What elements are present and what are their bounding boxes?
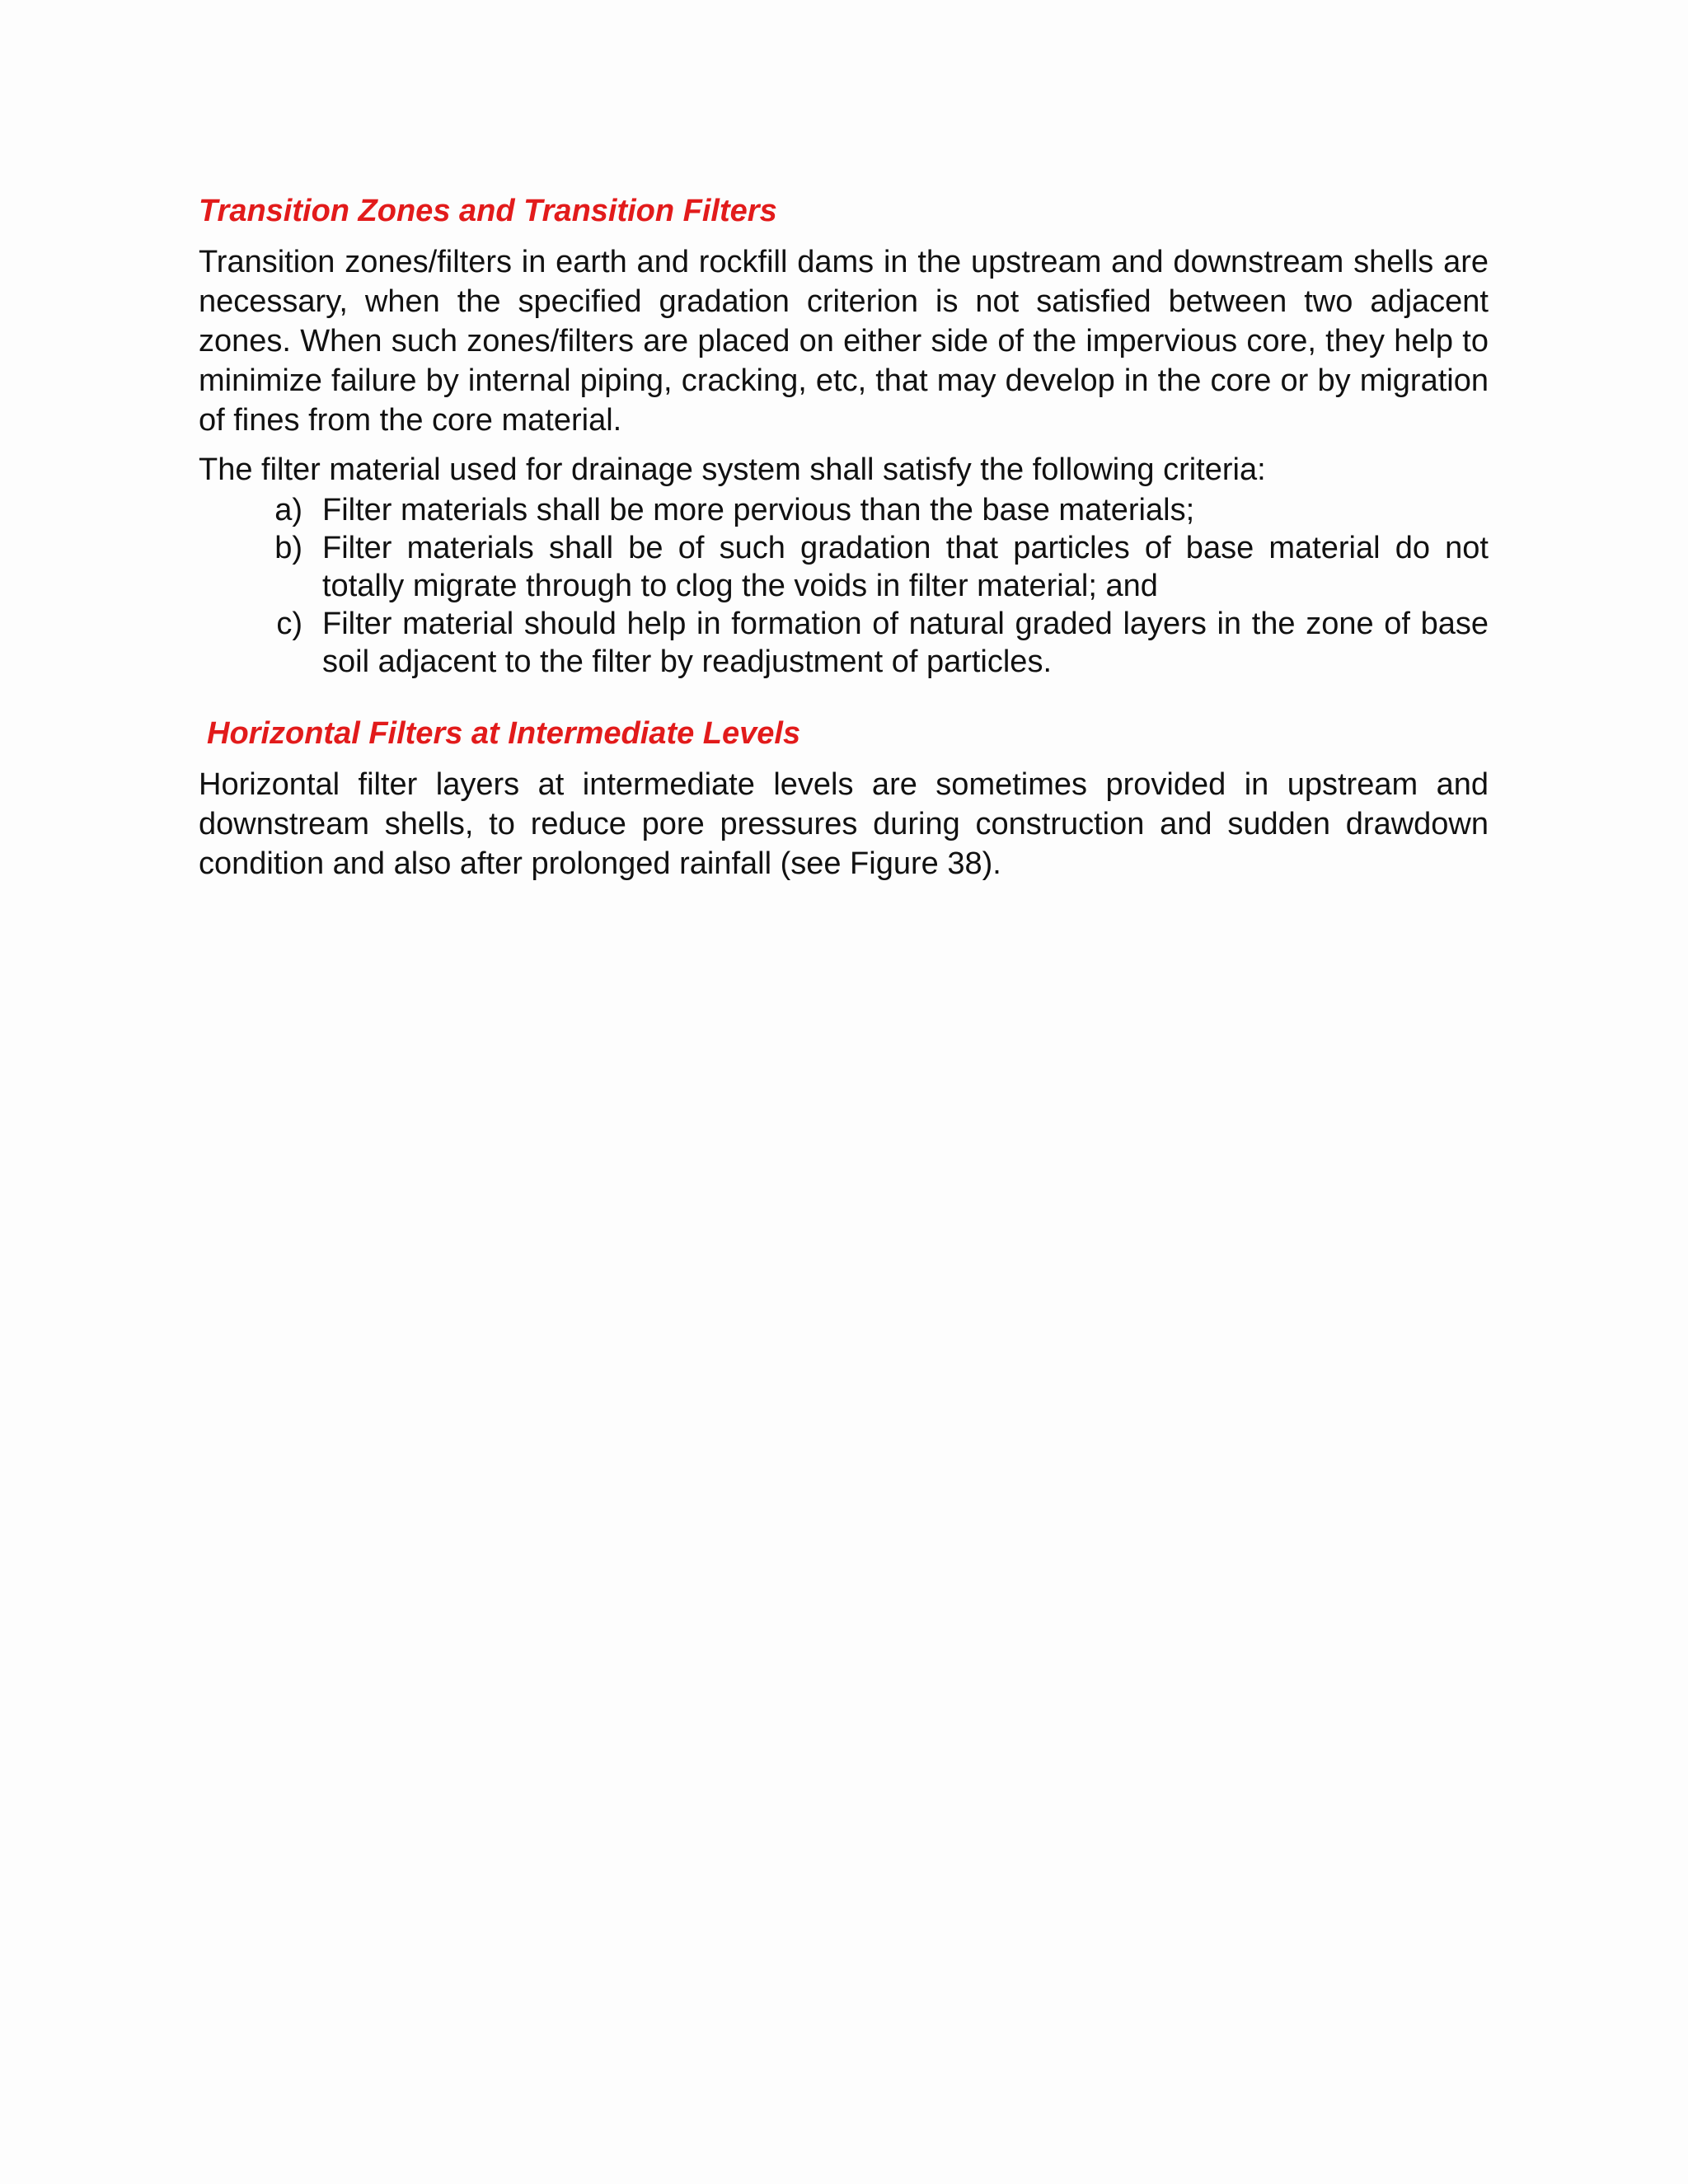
list-marker: a)	[274, 493, 302, 527]
list-marker: b)	[274, 531, 302, 565]
paragraph-horizontal-filters: Horizontal filter layers at intermediate levels are sometimes provided in upstream and downstream shells, to reduce pore pressures during construction and sudden drawdown condition and also after prolonged rainfall (see Figure 38).	[199, 767, 1489, 881]
paragraph-transition-zones: Transition zones/filters in earth and rockfill dams in the upstream and downstream shells are necessary, when the specified gradation criterion is not satisfied between two adjacent zones. When such zones/filters are placed on either side of the impervious core, they help to minimize failure by internal piping, cracking, etc, that may develop in the core or by migration of fines from the core material.	[199, 245, 1489, 438]
list-item	[199, 529, 1489, 605]
list-item-text: Filter materials shall be of such gradation that particles of base material do not totally migrate through to clog the voids in filter material; and	[322, 531, 1489, 603]
list-item	[199, 605, 1489, 681]
list-item	[199, 491, 1489, 529]
section-heading-horizontal-filters: Horizontal Filters at Intermediate Levels	[207, 716, 801, 751]
list-item-text: Filter material should help in formation of natural graded layers in the zone of base soil adjacent to the filter by readjustment of particles.	[322, 607, 1489, 679]
list-marker: c)	[276, 607, 302, 641]
section-heading-transition-zones: Transition Zones and Transition Filters	[199, 194, 777, 228]
paragraph-filter-criteria-intro: The filter material used for drainage system shall satisfy the following criteria:	[199, 452, 1266, 487]
list-item-text: Filter materials shall be more pervious than the base materials;	[322, 493, 1195, 527]
filter-criteria-list	[199, 491, 1489, 681]
page-content	[199, 191, 1489, 883]
